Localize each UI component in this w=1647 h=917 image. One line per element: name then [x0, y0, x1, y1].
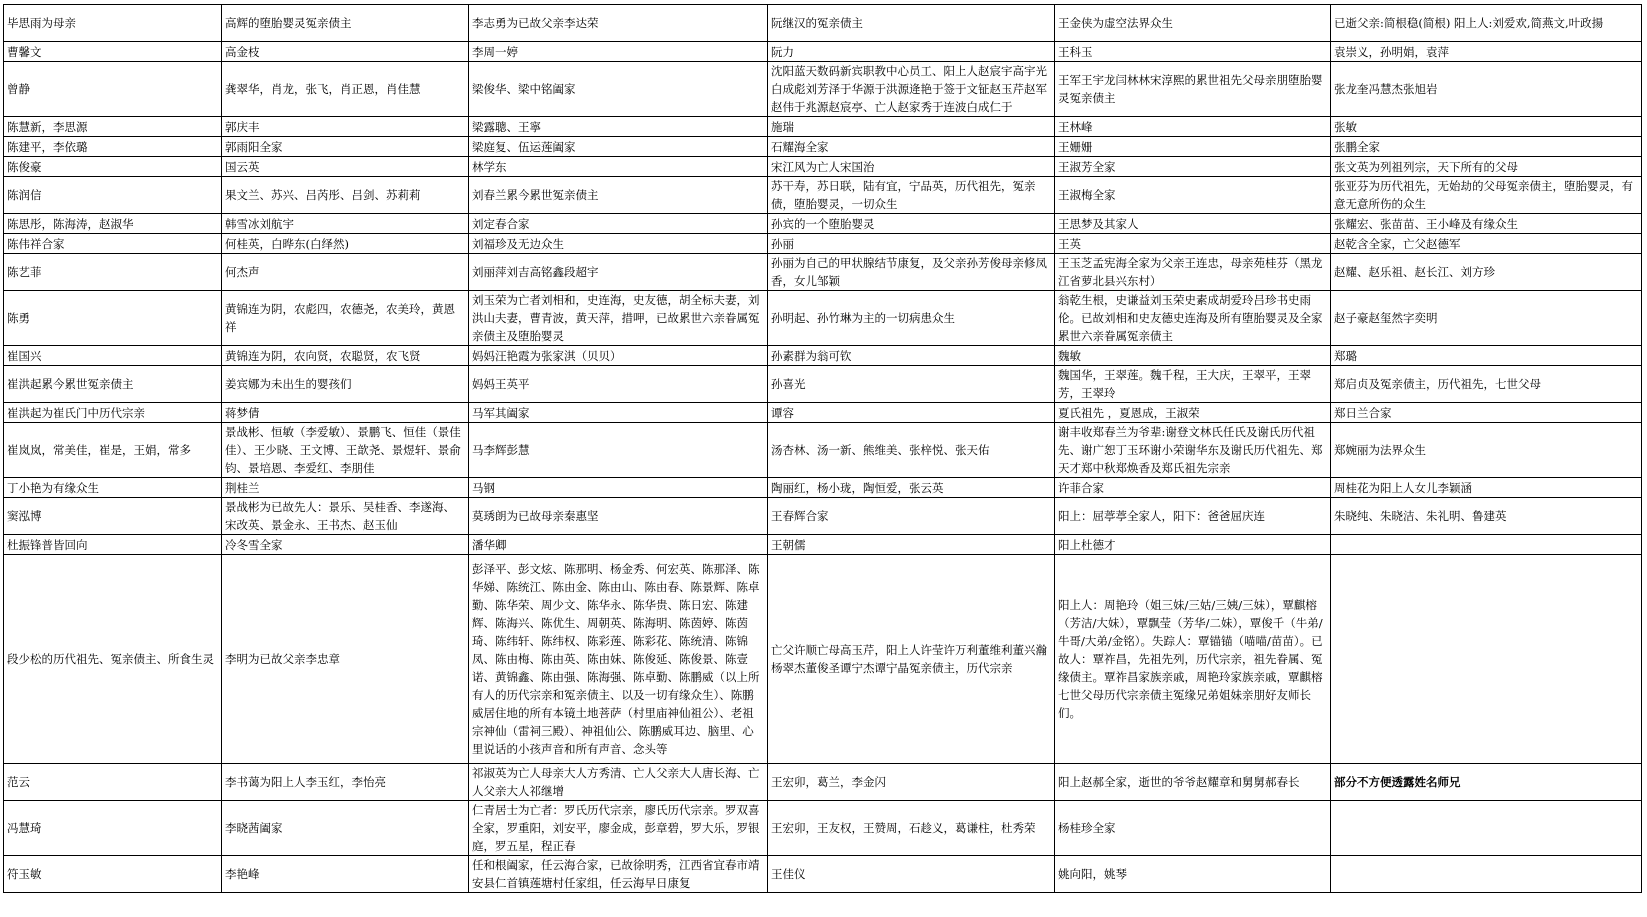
table-cell: 王春辉合家: [768, 498, 1055, 535]
table-cell: 王英: [1055, 234, 1331, 254]
table-cell: 李艳峰: [222, 856, 469, 893]
table-cell: 张鹏全家: [1331, 137, 1642, 157]
table-cell: 荆桂兰: [222, 478, 469, 498]
table-cell: 郑璐: [1331, 346, 1642, 366]
table-cell: 高金枝: [222, 42, 469, 62]
table-cell: 林学东: [469, 157, 768, 177]
table-cell: 李书蔼为阳上人李玉红，李怡亮: [222, 764, 469, 801]
table-cell: 梁俊华、梁中铭阖家: [469, 62, 768, 117]
table-cell: 崔岚岚，常美佳，崔是，王娟，常多: [4, 423, 222, 478]
table-row: [4, 157, 1642, 177]
table-cell: 陶丽红，杨小珑，陶恒爱，张云英: [768, 478, 1055, 498]
table-cell: 王朝儒: [768, 535, 1055, 555]
table-cell: 孙素群为翁可钦: [768, 346, 1055, 366]
table-cell: 王姗姗: [1055, 137, 1331, 157]
table-cell: 陈建平，李依璐: [4, 137, 222, 157]
table-cell: 周桂花为阳上人女儿李颖涵: [1331, 478, 1642, 498]
table-cell: 王金侠为虚空法界众生: [1055, 5, 1331, 42]
table-cell: 郑日兰合家: [1331, 403, 1642, 423]
table-row: [4, 62, 1642, 117]
table-cell: 国云英: [222, 157, 469, 177]
table-cell: 梁庭复、伍运莲阖家: [469, 137, 768, 157]
table-cell: 陈艺菲: [4, 254, 222, 291]
table-cell: 王淑梅全家: [1055, 177, 1331, 214]
table-cell: 魏敏: [1055, 346, 1331, 366]
table-cell: 朱晓纯、朱晓洁、朱礼明、鲁建英: [1331, 498, 1642, 535]
table-cell: [1331, 555, 1642, 764]
table-cell: 赵耀、赵乐祖、赵长江、刘方珍: [1331, 254, 1642, 291]
table-cell: 郑启贞及冤亲债主，历代祖先，七世父母: [1331, 366, 1642, 403]
table-row: [4, 117, 1642, 137]
table-row: [4, 423, 1642, 478]
table-cell: 马钢: [469, 478, 768, 498]
table-cell: 姚向阳，姚琴: [1055, 856, 1331, 893]
table-cell: 彭泽平、彭文炫、陈那明、杨金秀、何宏英、陈那泽、陈华娣、陈统江、陈由金、陈由山、陈由春、陈景辉、陈卓勤、陈华荣、周少文、陈华永、陈华贵、陈日宏、陈建辉、陈海兴、陈优生、周朝英、陈海明、陈茵婷、陈茵琦、陈纬轩、陈纬权、陈彩莲、陈彩花、陈统清、陈锦凤、陈由梅、陈由英、陈由妹、陈俊延、陈俊景、陈壹诺、黄锦鑫、陈由强、陈海强、陈卓勤、陈鹏威（以上所有人的历代宗亲和冤亲债主、以及一切有缘众生）、陈鹏威居住地的所有本镜土地菩萨（村里庙神仙祖公）、老祖宗神仙（雷祠三殿）、神祖仙公、陈鹏威耳边、脑里、心里说话的小孩声音和所有声音、念头等: [469, 555, 768, 764]
table-row: [4, 535, 1642, 555]
table-cell: 赵子豪赵玺然字奕明: [1331, 291, 1642, 346]
table-cell: 窦泓博: [4, 498, 222, 535]
table-cell: 王军王宇龙闫林林宋淳熙的累世祖先父母亲朋堕胎婴灵冤亲债主: [1055, 62, 1331, 117]
table-cell: 李志勇为已故父亲李达荣: [469, 5, 768, 42]
table-cell: 刘丽萍刘吉高铭鑫段超宇: [469, 254, 768, 291]
table-row: [4, 555, 1642, 764]
table-cell: 冷冬雪全家: [222, 535, 469, 555]
table-cell: 王佳仪: [768, 856, 1055, 893]
table-row: [4, 42, 1642, 62]
table-cell: [1331, 856, 1642, 893]
table-cell: 段少松的历代祖先、冤亲债主、所食生灵: [4, 555, 222, 764]
table-row: [4, 177, 1642, 214]
table-cell: 张敏: [1331, 117, 1642, 137]
table-row: [4, 254, 1642, 291]
table-cell: 张龙奎冯慧杰张旭岩: [1331, 62, 1642, 117]
table-cell: 赵乾含全家，亡父赵德军: [1331, 234, 1642, 254]
table-cell: 冯慧琦: [4, 801, 222, 856]
table-cell: 孙宾的一个堕胎婴灵: [768, 214, 1055, 234]
table-row: [4, 137, 1642, 157]
table-cell: 阳上：屈葶葶全家人，阳下：爸爸屈庆连: [1055, 498, 1331, 535]
table-cell: 王宏卯，王友权，王赞周，石趁义，葛谦柱，杜秀荣: [768, 801, 1055, 856]
table-cell: 王思梦及其家人: [1055, 214, 1331, 234]
table-cell: 张文英为列祖列宗，天下所有的父母: [1331, 157, 1642, 177]
table-cell: 刘春兰累今累世冤亲债主: [469, 177, 768, 214]
table-cell: 刘玉荣为亡者刘相和，史连海，史友德，胡全标夫妻，刘洪山夫妻，曹青波，黄天萍，措呷，已故累世六亲眷属冤亲债主及堕胎婴灵: [469, 291, 768, 346]
table-cell: 汤杏林、汤一新、熊维美、张梓悦、张天佑: [768, 423, 1055, 478]
table-cell: 阮继汉的冤亲债主: [768, 5, 1055, 42]
table-cell: 阳上杜德才: [1055, 535, 1331, 555]
table-cell: 黄锦连为阴，农向贤，农聪贤，农飞贤: [222, 346, 469, 366]
table-row: [4, 214, 1642, 234]
table-cell: 陈思彤，陈海涛，赵淑华: [4, 214, 222, 234]
table-cell: 陈勇: [4, 291, 222, 346]
table-cell: 孙丽: [768, 234, 1055, 254]
table-cell: 谢丰收郑春兰为爷辈:谢登文林氏任氏及谢氏历代祖先、谢广恕丁玉环谢小荣谢华东及谢氏历代祖先、郑天才郑中秋郑焕香及郑氏祖先宗亲: [1055, 423, 1331, 478]
table-cell: 郭庆丰: [222, 117, 469, 137]
table-cell: 任和根阖家，任云海合家，已故徐明秀，江西省宜春市靖安县仁首镇莲塘村任家组，任云海早日康复: [469, 856, 768, 893]
table-row: [4, 498, 1642, 535]
table-row: [4, 764, 1642, 801]
table-cell: 魏国华，王翠莲。魏千程，王大庆，王翠平，王翠芳，王翠玲: [1055, 366, 1331, 403]
table-cell: 阮力: [768, 42, 1055, 62]
table-cell: [1331, 801, 1642, 856]
table-row: [4, 291, 1642, 346]
table-cell: 王宏卯，葛兰，李金闪: [768, 764, 1055, 801]
table-cell: 龚翠华，肖龙，张飞，肖正恩，肖佳慧: [222, 62, 469, 117]
table-row: [4, 403, 1642, 423]
table-cell: [1331, 535, 1642, 555]
table-cell: 崔国兴: [4, 346, 222, 366]
table-cell: 曾静: [4, 62, 222, 117]
table-cell: 刘福珍及无边众生: [469, 234, 768, 254]
table-cell: 潘华卿: [469, 535, 768, 555]
table-cell: 阳上赵郝全家，逝世的爷爷赵耀章和舅舅郝春长: [1055, 764, 1331, 801]
table-cell: 韩雪冰刘航宇: [222, 214, 469, 234]
table-cell: 祁淑英为亡人母亲大人方秀清、亡人父亲大人唐长海、亡人父亲大人祁继增: [469, 764, 768, 801]
donor-name-table: [3, 4, 1642, 893]
table-cell: 曹馨文: [4, 42, 222, 62]
table-cell: 高辉的堕胎婴灵冤亲债主: [222, 5, 469, 42]
table-cell: 袁崇义，孙明娟，袁萍: [1331, 42, 1642, 62]
table-cell: 施瑞: [768, 117, 1055, 137]
table-cell: 孙喜光: [768, 366, 1055, 403]
table-cell: 蒋梦倩: [222, 403, 469, 423]
table-cell: 翁乾生根，史谦益刘玉荣史素成胡爱玲吕珍书史雨伦。已故刘相和史友德史连海及所有堕胎婴灵及全家累世六亲眷属冤亲债主: [1055, 291, 1331, 346]
table-cell: 姜宾娜为未出生的婴孩们: [222, 366, 469, 403]
table-cell: 梁露聰、王寧: [469, 117, 768, 137]
table-cell: 宋江风为亡人宋国治: [768, 157, 1055, 177]
table-row: [4, 5, 1642, 42]
table-cell: 崔洪起累今累世冤亲债主: [4, 366, 222, 403]
table-cell: 部分不方便透露姓名师兄: [1331, 764, 1642, 801]
table-cell: 郭雨阳全家: [222, 137, 469, 157]
table-cell: 王科玉: [1055, 42, 1331, 62]
table-cell: 范云: [4, 764, 222, 801]
table-cell: 陈俊豪: [4, 157, 222, 177]
table-cell: 已逝父亲:简根稳(简根) 阳上人:刘爱欢,简燕文,叶政揚: [1331, 5, 1642, 42]
table-cell: 景战彬、恒敏（李爱敏）、景鹏飞、恒佳（景佳佳）、王少晓、王文博、王歆尧、景煜轩、景俞钧、景培恩、李爱红、李朋佳: [222, 423, 469, 478]
table-cell: 王玉芝孟宪海全家为父亲王连忠，母亲苑桂芬（黑龙江省萝北县兴东村）: [1055, 254, 1331, 291]
table-cell: 黄锦连为阴，农彪四，农德尧，农美玲，黄恩祥: [222, 291, 469, 346]
table-cell: 妈妈王英平: [469, 366, 768, 403]
table-cell: 李明为已故父亲李忠章: [222, 555, 469, 764]
table-cell: 崔洪起为崔氏门中历代宗亲: [4, 403, 222, 423]
table-cell: 妈妈汪艳霞为张家淇（贝贝）: [469, 346, 768, 366]
table-cell: 陈伟祥合家: [4, 234, 222, 254]
table-cell: 苏干寿，苏日联，陆有宜，宁品英，历代祖先，冤亲债，堕胎婴灵，一切众生: [768, 177, 1055, 214]
table-row: [4, 478, 1642, 498]
table-cell: 夏氏祖先 ，夏恩成，王淑荣: [1055, 403, 1331, 423]
table-row: [4, 366, 1642, 403]
table-cell: 景战彬为已故先人：景乐、吴桂香、李遂海、宋改英、景金永、王书杰、赵玉仙: [222, 498, 469, 535]
table-cell: 孙明起、孙竹琳为主的一切病患众生: [768, 291, 1055, 346]
table-cell: 许菲合家: [1055, 478, 1331, 498]
table-row: [4, 856, 1642, 893]
table-cell: 亡父许顺亡母高玉芹，阳上人许莹许万利董维利董兴瀚杨翠杰董俊圣谭宁杰谭宁晶冤亲债主，历代宗亲: [768, 555, 1055, 764]
table-cell: 张耀宏、张苗苗、王小峰及有缘众生: [1331, 214, 1642, 234]
table-cell: 阳上人：周艳玲（姐三妹/三姑/三姨/三妹），覃麒榕（芳洁/大妹），覃飘莹（芳华/二妹），覃俊千（牛弟/牛哥/大弟/金铭）。失踪人：覃锚锚（喵喵/苗苗）。已故人：覃祚昌，先祖先列，历代宗亲，祖先眷属、冤缘债主。覃祚昌家族亲戚，周艳玲家族亲戚，覃麒榕七世父母历代宗亲债主冤缘兄弟姐妹亲朋好友师长们。: [1055, 555, 1331, 764]
table-cell: 王林峰: [1055, 117, 1331, 137]
table-row: [4, 801, 1642, 856]
table-cell: 果文兰、苏兴、吕芮彤、吕剑、苏莉莉: [222, 177, 469, 214]
table-cell: 莫琇朗为已故母亲秦惠坚: [469, 498, 768, 535]
table-cell: 李周一婷: [469, 42, 768, 62]
table-cell: 孙丽为自己的甲状腺结节康复，及父亲孙芳俊母亲修凤香，女儿邹颖: [768, 254, 1055, 291]
table-cell: 毕思雨为母亲: [4, 5, 222, 42]
table-cell: 陈慧新，李思源: [4, 117, 222, 137]
table-cell: 符玉敏: [4, 856, 222, 893]
table-cell: 仁青居士为亡者：罗氏历代宗亲，廖氏历代宗亲。罗双喜全家，罗重阳，刘安平，廖金成，彭章碧，罗大乐，罗银庭，罗五星，程正春: [469, 801, 768, 856]
table-cell: 马军其阖家: [469, 403, 768, 423]
table-cell: 何桂英，白晔东(白绎然): [222, 234, 469, 254]
table-cell: 丁小艳为有缘众生: [4, 478, 222, 498]
table-cell: 张亚芬为历代祖先，无始劫的父母冤亲债主，堕胎婴灵，有意无意所伤的众生: [1331, 177, 1642, 214]
table-cell: 王淑芳全家: [1055, 157, 1331, 177]
table-cell: 刘定春合家: [469, 214, 768, 234]
table-cell: 郑婉丽为法界众生: [1331, 423, 1642, 478]
table-row: [4, 346, 1642, 366]
table-cell: 杜振锋普皆回向: [4, 535, 222, 555]
table-cell: 沈阳蓝天数码新宾职教中心员工、阳上人赵宸宇高宇光白成彪刘芳泽于华源于洪源逄艳于签于文钲赵玉芹赵军赵伟于兆源赵宸亭、亡人赵家秀于连波白成仁于: [768, 62, 1055, 117]
table-cell: 杨桂珍全家: [1055, 801, 1331, 856]
table-cell: 李晓茜阖家: [222, 801, 469, 856]
table-cell: 谭容: [768, 403, 1055, 423]
table-cell: 马李辉彭慧: [469, 423, 768, 478]
table-row: [4, 234, 1642, 254]
table-cell: 石耀海全家: [768, 137, 1055, 157]
table-cell: 陈润信: [4, 177, 222, 214]
table-cell: 何杰声: [222, 254, 469, 291]
